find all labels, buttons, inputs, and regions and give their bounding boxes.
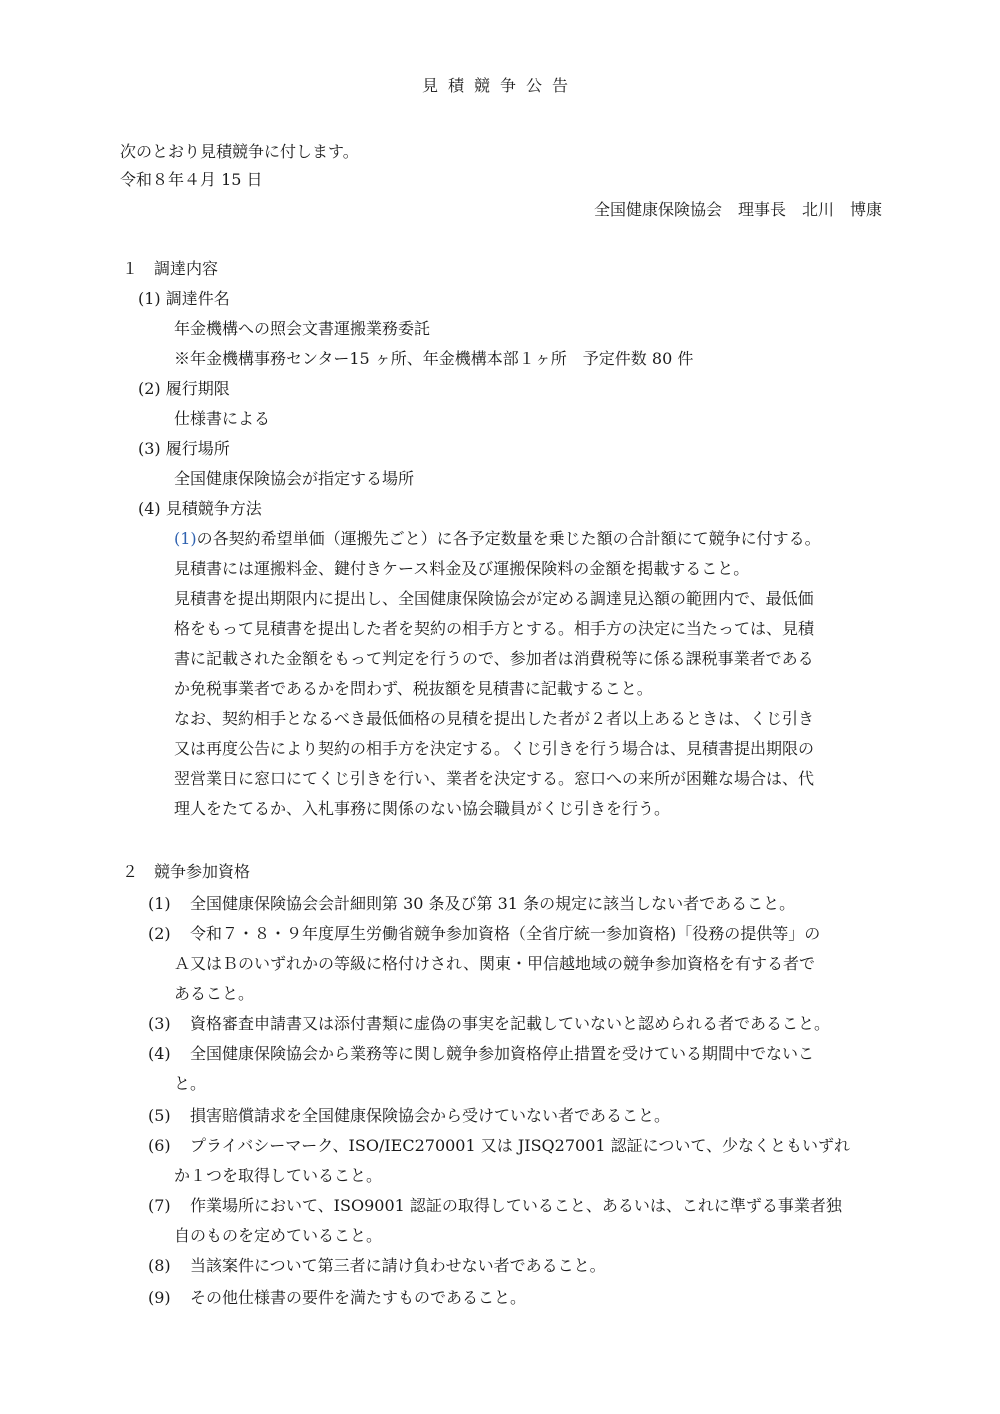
method-line-5: 書に記載された金額をもって判定を行うので、参加者は消費税等に係る課税事業者である xyxy=(174,649,814,668)
section1-heading: １ 調達内容 xyxy=(122,259,219,278)
qualification-text: か１つを取得していること。 xyxy=(174,1166,383,1185)
method-line-7: なお、契約相手となるべき最低価格の見積を提出した者が２者以上あるときは、くじ引き xyxy=(174,709,815,728)
method-line-8: 又は再度公告により契約の相手方を決定する。くじ引きを行う場合は、見積書提出期限の xyxy=(174,739,815,758)
section1-item3-label: (3) 履行場所 xyxy=(138,439,230,458)
qualification-text: と。 xyxy=(174,1074,207,1093)
qualification-number: (1) xyxy=(148,894,171,913)
section1-item4-label: (4) 見積競争方法 xyxy=(138,499,262,518)
intro-text: 次のとおり見積競争に付します。 xyxy=(120,142,359,161)
method-line-6: か免税事業者であるかを問わず、税抜額を見積書に記載すること。 xyxy=(174,679,653,698)
method-line-9: 翌営業日に窓口にてくじ引きを行い、業者を決定する。窓口への来所が困難な場合は、代 xyxy=(174,769,815,788)
qualification-text: 令和７・８・９年度厚生労働省競争参加資格（全省庁統一参加資格)「役務の提供等」の xyxy=(190,924,821,943)
item1-reference-link[interactable]: (1) xyxy=(174,529,197,548)
qualification-text: 損害賠償請求を全国健康保険協会から受けていない者であること。 xyxy=(190,1106,671,1125)
procurement-note: ※年金機構事務センター15 ヶ所、年金機構本部１ヶ所 予定件数 80 件 xyxy=(174,349,694,368)
method-line-4: 格をもって見積書を提出した者を契約の相手方とする。相手方の決定に当たっては、見積 xyxy=(174,619,815,638)
method-line-3: 見積書を提出期限内に提出し、全国健康保険協会が定める調達見込額の範囲内で、最低価 xyxy=(174,589,814,608)
qualification-text: 当該案件について第三者に請け負わせない者であること。 xyxy=(190,1256,606,1275)
announcement-date: 令和８年４月 15 日 xyxy=(120,170,263,189)
qualification-number: (4) xyxy=(148,1044,171,1063)
qualification-number: (7) xyxy=(148,1196,171,1215)
qualification-number: (6) xyxy=(148,1136,171,1155)
qualification-number: (9) xyxy=(148,1288,171,1307)
method-line-1-text: の各契約希望単価（運搬先ごと）に各予定数量を乗じた額の合計額にて競争に付する。 xyxy=(196,529,821,548)
section2-heading: ２ 競争参加資格 xyxy=(122,862,251,881)
qualification-text: あること。 xyxy=(174,984,255,1003)
method-line-1 xyxy=(174,529,821,549)
method-line-2: 見積書には運搬料金、鍵付きケース料金及び運搬保険料の金額を掲載すること。 xyxy=(174,559,750,578)
qualification-number: (2) xyxy=(148,924,171,943)
qualification-number: (5) xyxy=(148,1106,171,1125)
qualification-text: その他仕様書の要件を満たすものであること。 xyxy=(190,1288,527,1307)
location-text: 全国健康保険協会が指定する場所 xyxy=(174,469,415,488)
procurement-name: 年金機構への照会文書運搬業務委託 xyxy=(174,319,431,338)
qualification-text: 全国健康保険協会から業務等に関し競争参加資格停止措置を受けている期間中でないこ xyxy=(190,1044,815,1063)
qualification-text: 全国健康保険協会会計細則第 30 条及び第 31 条の規定に該当しない者であること。 xyxy=(190,894,796,913)
issuer-name: 全国健康保険協会 理事長 北川 博康 xyxy=(593,200,882,219)
method-line-10: 理人をたてるか、入札事務に関係のない協会職員がくじ引きを行う。 xyxy=(174,799,671,818)
qualification-text: 作業場所において、ISO9001 認証の取得していること、あるいは、これに準ずる事業者独 xyxy=(190,1196,842,1215)
qualification-number: (3) xyxy=(148,1014,171,1033)
qualification-text: プライバシーマーク、ISO/IEC270001 又は JISQ27001 認証について、少なくともいずれ xyxy=(190,1136,850,1155)
qualification-text: 自のものを定めていること。 xyxy=(174,1226,383,1245)
qualification-number: (8) xyxy=(148,1256,171,1275)
qualification-text: 資格審査申請書又は添付書類に虚偽の事実を記載していないと認められる者であること。 xyxy=(190,1014,831,1033)
section1-item1-label: (1) 調達件名 xyxy=(138,289,230,308)
document-title: 見積競争公告 xyxy=(421,76,578,95)
qualification-text: Ａ又はＢのいずれかの等級に格付けされ、関東・甲信越地域の競争参加資格を有する者で xyxy=(174,954,815,973)
deadline-text: 仕様書による xyxy=(174,409,271,428)
section1-item2-label: (2) 履行期限 xyxy=(138,379,230,398)
